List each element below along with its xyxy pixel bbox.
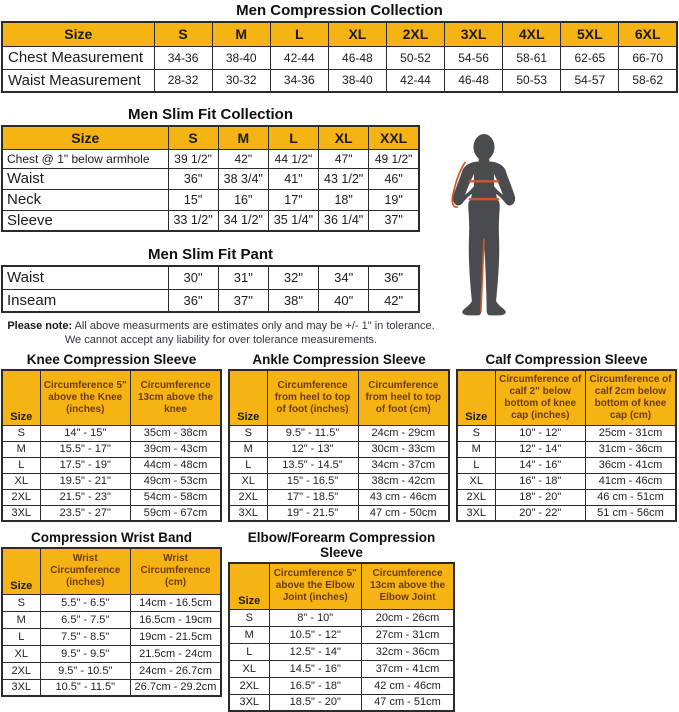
table-row [229, 441, 449, 457]
men-compression-title: Men Compression Collection [236, 2, 443, 19]
table-row [229, 643, 454, 660]
calf-sleeve-table [456, 369, 677, 522]
slim-fit-pant-table [1, 265, 420, 313]
row-label: Chest @ 1" below armhole [2, 149, 168, 168]
row-label: M [229, 441, 267, 457]
cell-value: 50-53 [503, 69, 561, 92]
cell-value: 46 cm - 51cm [586, 489, 677, 505]
cell-value: 62-65 [561, 46, 619, 69]
table-row [2, 189, 419, 210]
table-row [2, 679, 221, 696]
table-row [229, 626, 454, 643]
table-row [457, 457, 676, 473]
table-row [2, 594, 221, 611]
column-header: 2XL [386, 22, 444, 46]
row-label: XL [2, 473, 40, 489]
table-row [2, 662, 221, 679]
table-row [229, 489, 449, 505]
cell-value: 18" [319, 189, 369, 210]
section-slim-fit-pant [1, 246, 420, 313]
column-header: M [212, 22, 270, 46]
cell-value: 33 1/2" [168, 210, 218, 231]
cell-value: 31" [218, 266, 268, 289]
cell-value: 14" - 16" [495, 457, 586, 473]
row-label: Sleeve [2, 210, 168, 231]
column-header: Circumference 5" above the Knee (inches) [40, 370, 131, 425]
cell-value: 16" [218, 189, 268, 210]
cell-value: 50-52 [386, 46, 444, 69]
column-header: XL [328, 22, 386, 46]
elbow-sleeve-title: Elbow/Forearm Compression Sleeve [247, 530, 436, 560]
column-header: Circumference of calf 2cm below bottom of knee cap (cm) [586, 370, 677, 425]
row-label: 2XL [229, 489, 267, 505]
row-label: 2XL [2, 662, 40, 679]
cell-value: 28-32 [154, 69, 212, 92]
size-column-header: Size [2, 548, 40, 594]
cell-value: 30cm - 33cm [358, 441, 449, 457]
cell-value: 43 1/2" [319, 168, 369, 189]
cell-value: 23.5" - 27" [40, 505, 131, 521]
table-row [2, 505, 221, 521]
cell-value: 18.5" - 20" [269, 694, 362, 711]
cell-value: 24cm - 26.7cm [131, 662, 222, 679]
wrist-band-table [1, 547, 222, 697]
cell-value: 21.5" - 23" [40, 489, 131, 505]
table-row [2, 69, 677, 92]
column-header: S [168, 126, 218, 149]
cell-value: 25cm - 31cm [586, 425, 677, 441]
cell-value: 54cm - 58cm [131, 489, 222, 505]
figure-body [453, 134, 515, 315]
cell-value: 7.5" - 8.5" [40, 628, 131, 645]
row-label: L [2, 628, 40, 645]
cell-value: 37" [218, 289, 268, 312]
note-prefix: Please note: [7, 320, 73, 332]
row-label: M [2, 611, 40, 628]
slim-fit-table [1, 125, 420, 232]
cell-value: 34 1/2" [218, 210, 268, 231]
cell-value: 36" [168, 289, 218, 312]
column-header: L [268, 126, 318, 149]
row-label: XL [229, 473, 267, 489]
cell-value: 15" [168, 189, 218, 210]
cell-value: 31cm - 36cm [586, 441, 677, 457]
cell-value: 34" [319, 266, 369, 289]
size-column-header: Size [2, 22, 154, 46]
size-column-header: Size [457, 370, 495, 425]
row-label: 2XL [457, 489, 495, 505]
cell-value: 59cm - 67cm [131, 505, 222, 521]
row-label: 3XL [229, 505, 267, 521]
cell-value: 47" [319, 149, 369, 168]
column-header: Wrist Circumference (cm) [131, 548, 222, 594]
section-slim-fit-collection [1, 106, 420, 232]
cell-value: 66-70 [619, 46, 677, 69]
cell-value: 42 cm - 46cm [362, 677, 455, 694]
row-label: Waist Measurement [2, 69, 154, 92]
table-row [2, 266, 419, 289]
row-label: Neck [2, 189, 168, 210]
body-silhouette-figure [438, 134, 530, 318]
row-label: S [2, 425, 40, 441]
row-label: XL [229, 660, 269, 677]
row-label: Waist [2, 168, 168, 189]
row-label: L [229, 457, 267, 473]
elbow-sleeve-table [228, 562, 455, 712]
cell-value: 19cm - 21.5cm [131, 628, 222, 645]
cell-value: 37" [369, 210, 419, 231]
row-label: Inseam [2, 289, 168, 312]
header-row [229, 563, 454, 609]
tolerance-note [0, 319, 442, 347]
table-row [457, 473, 676, 489]
table-row [229, 505, 449, 521]
cell-value: 54-56 [445, 46, 503, 69]
cell-value: 26.7cm - 29.2cm [131, 679, 222, 696]
note-line2: We cannot accept any liability for over tolerance measurements. [64, 334, 378, 346]
cell-value: 44cm - 48cm [131, 457, 222, 473]
section-ankle-sleeve [228, 352, 450, 522]
cell-value: 12" - 13" [267, 441, 358, 457]
size-column-header: Size [229, 563, 269, 609]
cell-value: 14cm - 16.5cm [131, 594, 222, 611]
cell-value: 40" [319, 289, 369, 312]
cell-value: 47 cm - 50cm [358, 505, 449, 521]
table-row [229, 677, 454, 694]
table-row [2, 628, 221, 645]
cell-value: 39 1/2" [168, 149, 218, 168]
cell-value: 49 1/2" [369, 149, 419, 168]
table-row [2, 46, 677, 69]
cell-value: 32cm - 36cm [362, 643, 455, 660]
row-label: XL [2, 645, 40, 662]
cell-value: 34cm - 37cm [358, 457, 449, 473]
ankle-sleeve-table [228, 369, 450, 522]
row-label: 3XL [457, 505, 495, 521]
header-row [2, 126, 419, 149]
table-row [2, 168, 419, 189]
cell-value: 51 cm - 56cm [586, 505, 677, 521]
cell-value: 19" [369, 189, 419, 210]
column-header: L [270, 22, 328, 46]
note-line1: All above measurments are estimates only and may be +/- 1" in tolerance. [72, 320, 435, 332]
row-label: 3XL [229, 694, 269, 711]
slim-fit-pant-title: Men Slim Fit Pant [147, 246, 273, 263]
cell-value: 46-48 [445, 69, 503, 92]
row-label: S [457, 425, 495, 441]
table-row [2, 473, 221, 489]
cell-value: 42-44 [386, 69, 444, 92]
cell-value: 36cm - 41cm [586, 457, 677, 473]
cell-value: 54-57 [561, 69, 619, 92]
cell-value: 16.5" - 18" [269, 677, 362, 694]
table-row [229, 660, 454, 677]
cell-value: 35cm - 38cm [131, 425, 222, 441]
calf-sleeve-title: Calf Compression Sleeve [485, 352, 648, 367]
column-header: 4XL [503, 22, 561, 46]
cell-value: 12" - 14" [495, 441, 586, 457]
cell-value: 10" - 12" [495, 425, 586, 441]
table-row [229, 694, 454, 711]
table-row [229, 457, 449, 473]
row-label: XL [457, 473, 495, 489]
cell-value: 24cm - 29cm [358, 425, 449, 441]
column-header: Circumference of calf 2" below bottom of knee cap (inches) [495, 370, 586, 425]
table-row [457, 489, 676, 505]
knee-sleeve-table [1, 369, 222, 522]
men-compression-table [1, 21, 678, 93]
cell-value: 15" - 16.5" [267, 473, 358, 489]
cell-value: 36" [369, 266, 419, 289]
cell-value: 42-44 [270, 46, 328, 69]
cell-value: 20cm - 26cm [362, 609, 455, 626]
cell-value: 21.5cm - 24cm [131, 645, 222, 662]
header-row [2, 22, 677, 46]
ankle-sleeve-title: Ankle Compression Sleeve [252, 352, 426, 367]
table-row [2, 425, 221, 441]
size-column-header: Size [2, 126, 168, 149]
row-label: S [229, 425, 267, 441]
header-row [229, 370, 449, 425]
section-calf-sleeve [456, 352, 677, 522]
table-row [2, 457, 221, 473]
row-label: 3XL [2, 679, 40, 696]
table-row [2, 441, 221, 457]
figure-torso-arms [453, 161, 515, 226]
header-row [2, 370, 221, 425]
cell-value: 43 cm - 46cm [358, 489, 449, 505]
cell-value: 41" [268, 168, 318, 189]
cell-value: 49cm - 53cm [131, 473, 222, 489]
cell-value: 17.5" - 19" [40, 457, 131, 473]
cell-value: 34-36 [270, 69, 328, 92]
column-header: XXL [369, 126, 419, 149]
cell-value: 14.5" - 16" [269, 660, 362, 677]
header-row [457, 370, 676, 425]
column-header: XL [319, 126, 369, 149]
cell-value: 9.5" - 11.5" [267, 425, 358, 441]
cell-value: 38 3/4" [218, 168, 268, 189]
slim-fit-title: Men Slim Fit Collection [127, 106, 293, 123]
cell-value: 15.5" - 17" [40, 441, 131, 457]
cell-value: 16.5cm - 19cm [131, 611, 222, 628]
row-label: 3XL [2, 505, 40, 521]
cell-value: 16" - 18" [495, 473, 586, 489]
row-label: S [229, 609, 269, 626]
cell-value: 19" - 21.5" [267, 505, 358, 521]
cell-value: 39cm - 43cm [131, 441, 222, 457]
cell-value: 44 1/2" [268, 149, 318, 168]
column-header: 3XL [445, 22, 503, 46]
cell-value: 42" [369, 289, 419, 312]
cell-value: 34-36 [154, 46, 212, 69]
cell-value: 32" [268, 266, 318, 289]
table-row [229, 473, 449, 489]
cell-value: 12.5" - 14" [269, 643, 362, 660]
knee-sleeve-title: Knee Compression Sleeve [26, 352, 197, 367]
cell-value: 18" - 20" [495, 489, 586, 505]
figure-legs [462, 224, 505, 315]
table-row [2, 289, 419, 312]
size-column-header: Size [229, 370, 267, 425]
section-wrist-band [1, 530, 222, 697]
row-label: M [457, 441, 495, 457]
cell-value: 17" [268, 189, 318, 210]
size-column-header: Size [2, 370, 40, 425]
cell-value: 38" [268, 289, 318, 312]
column-header: 6XL [619, 22, 677, 46]
cell-value: 30-32 [212, 69, 270, 92]
wrist-band-title: Compression Wrist Band [30, 530, 193, 545]
column-header: Circumference from heel to top of foot (cm) [358, 370, 449, 425]
table-row [229, 609, 454, 626]
row-label: L [229, 643, 269, 660]
section-knee-sleeve [1, 352, 222, 522]
table-row [2, 489, 221, 505]
row-label: 2XL [2, 489, 40, 505]
cell-value: 5.5" - 6.5" [40, 594, 131, 611]
cell-value: 8" - 10" [269, 609, 362, 626]
column-header: Circumference 13cm above the Elbow Joint [362, 563, 455, 609]
cell-value: 36 1/4" [319, 210, 369, 231]
cell-value: 19.5" - 21" [40, 473, 131, 489]
cell-value: 41cm - 46cm [586, 473, 677, 489]
cell-value: 27cm - 31cm [362, 626, 455, 643]
cell-value: 46-48 [328, 46, 386, 69]
cell-value: 9.5" - 10.5" [40, 662, 131, 679]
cell-value: 10.5" - 12" [269, 626, 362, 643]
table-row [229, 425, 449, 441]
section-men-compression [1, 2, 678, 93]
row-label: M [2, 441, 40, 457]
column-header: Circumference 13cm above the knee [131, 370, 222, 425]
row-label: 2XL [229, 677, 269, 694]
cell-value: 58-61 [503, 46, 561, 69]
cell-value: 10.5" - 11.5" [40, 679, 131, 696]
cell-value: 14" - 15" [40, 425, 131, 441]
table-row [2, 645, 221, 662]
cell-value: 38-40 [212, 46, 270, 69]
cell-value: 46" [369, 168, 419, 189]
cell-value: 36" [168, 168, 218, 189]
table-row [2, 149, 419, 168]
column-header: Circumference 5" above the Elbow Joint (inches) [269, 563, 362, 609]
table-row [457, 505, 676, 521]
cell-value: 38cm - 42cm [358, 473, 449, 489]
table-row [2, 210, 419, 231]
table-row [457, 425, 676, 441]
cell-value: 38-40 [328, 69, 386, 92]
column-header: M [218, 126, 268, 149]
column-header: Circumference from heel to top of foot (inches) [267, 370, 358, 425]
table-row [457, 441, 676, 457]
cell-value: 47 cm - 51cm [362, 694, 455, 711]
cell-value: 17" - 18.5" [267, 489, 358, 505]
header-row [2, 548, 221, 594]
row-label: S [2, 594, 40, 611]
cell-value: 13.5" - 14.5" [267, 457, 358, 473]
cell-value: 58-62 [619, 69, 677, 92]
section-elbow-sleeve [228, 530, 455, 712]
row-label: Waist [2, 266, 168, 289]
row-label: L [2, 457, 40, 473]
row-label: L [457, 457, 495, 473]
cell-value: 37cm - 41cm [362, 660, 455, 677]
row-label: Chest Measurement [2, 46, 154, 69]
cell-value: 20" - 22" [495, 505, 586, 521]
cell-value: 35 1/4" [268, 210, 318, 231]
cell-value: 30" [168, 266, 218, 289]
column-header: 5XL [561, 22, 619, 46]
cell-value: 42" [218, 149, 268, 168]
cell-value: 6.5" - 7.5" [40, 611, 131, 628]
column-header: Wrist Circumference (inches) [40, 548, 131, 594]
row-label: M [229, 626, 269, 643]
table-row [2, 611, 221, 628]
column-header: S [154, 22, 212, 46]
cell-value: 9.5" - 9.5" [40, 645, 131, 662]
